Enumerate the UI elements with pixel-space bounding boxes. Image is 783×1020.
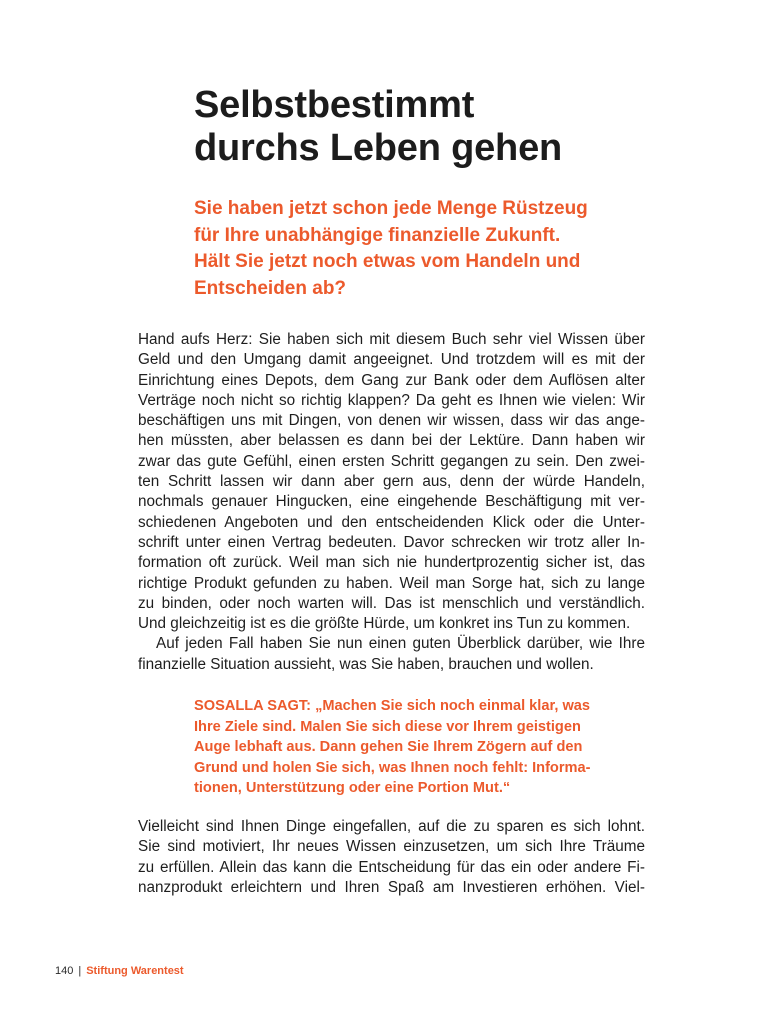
quote-line: Ihre Ziele sind. Malen Sie sich diese vor Ihrem geistigen	[194, 718, 581, 735]
text-line: zwar das gute Gefühl, einen ersten Schritt gegangen zu sein. Den zwei-	[138, 452, 645, 470]
subtitle-line: Sie haben jetzt schon jede Menge Rüstzeug	[194, 198, 588, 219]
text-line: formation oft zurück. Weil man sich nie hundertprozentig sicher ist, das	[138, 554, 645, 572]
text-line: zu erfüllen. Allein das kann die Entscheidung für das ein oder andere Fi-	[138, 858, 645, 876]
page-number: 140	[55, 965, 74, 977]
text-line: richtige Produkt gefunden zu haben. Weil man Sorge hat, sich zu lange	[138, 574, 645, 592]
text-line: Vielleicht sind Ihnen Dinge eingefallen, auf die zu sparen es sich lohnt.	[138, 818, 645, 835]
quote-line: Auge lebhaft aus. Dann gehen Sie Ihrem Zögern auf den	[194, 739, 583, 755]
text-line: zu binden, oder noch warten will. Das ist menschlich und verständlich.	[138, 594, 645, 612]
body-paragraph-1	[138, 330, 645, 675]
footer-separator: |	[78, 965, 82, 977]
text-line: Sie sind motiviert, Ihr neues Wissen einzusetzen, um sich Ihre Träume	[138, 838, 645, 856]
text-line: beschäftigen uns mit Dingen, von denen wir wissen, dass wir das ange-	[138, 412, 645, 430]
text-line: nochmals genauer Hingucken, eine eingehende Beschäftigung mit ver-	[138, 493, 645, 511]
subtitle-lead	[194, 196, 654, 302]
text-line: Einrichtung eines Depots, dem Gang zur Bank oder dem Auflösen alter	[138, 371, 645, 389]
text-line: nanzprodukt erleichtern und Ihren Spaß am Investieren erhöhen. Viel-	[138, 878, 645, 896]
text-line: Hand aufs Herz: Sie haben sich mit diesem Buch sehr viel Wissen über	[138, 331, 645, 348]
text-line: ten Schritt lassen wir dann aber gern aus, denn der würde Handeln,	[138, 473, 645, 491]
quote-line: Grund und holen Sie sich, was Ihnen noch fehlt: Informa-	[194, 759, 591, 776]
expert-quote	[194, 696, 634, 799]
page-title	[194, 84, 654, 170]
subtitle-line: Entscheiden ab?	[194, 277, 347, 299]
text-line: finanzielle Situation aussieht, was Sie haben, brauchen und wollen.	[138, 655, 594, 673]
text-line: Geld und den Umgang damit angeeignet. Und trotzdem will es mit der	[138, 351, 645, 369]
text-line: schiedenen Angeboten und den entscheidenden Klick oder die Unter-	[138, 513, 645, 531]
body-paragraph-2	[138, 817, 645, 898]
publisher-name: Stiftung Warentest	[86, 965, 184, 977]
page-footer	[55, 964, 184, 978]
subtitle-line: für Ihre unabhängige finanzielle Zukunft.	[194, 224, 561, 246]
text-line: Auf jeden Fall haben Sie nun einen guten Überblick darüber, wie Ihre	[156, 635, 645, 653]
quote-line: tionen, Unterstützung oder eine Portion Mut.“	[194, 780, 511, 796]
title-line: durchs Leben gehen	[194, 127, 563, 169]
text-line: Und gleichzeitig ist es die größte Hürde, um konkret ins Tun zu kommen.	[138, 615, 631, 633]
text-line: schrift unter einen Vertrag bedeuten. Davor schrecken wir trotz aller In-	[138, 533, 645, 551]
text-line: hen müssten, aber belassen es dann bei der Lektüre. Dann haben wir	[138, 432, 645, 450]
title-line: Selbstbestimmt	[194, 84, 475, 126]
subtitle-line: Hält Sie jetzt noch etwas vom Handeln und	[194, 251, 581, 272]
text-line: Verträge noch nicht so richtig klappen? Da geht es Ihnen wie vielen: Wir	[138, 391, 645, 409]
quote-line: SOSALLA SAGT: „Machen Sie sich noch einmal klar, was	[194, 698, 591, 714]
